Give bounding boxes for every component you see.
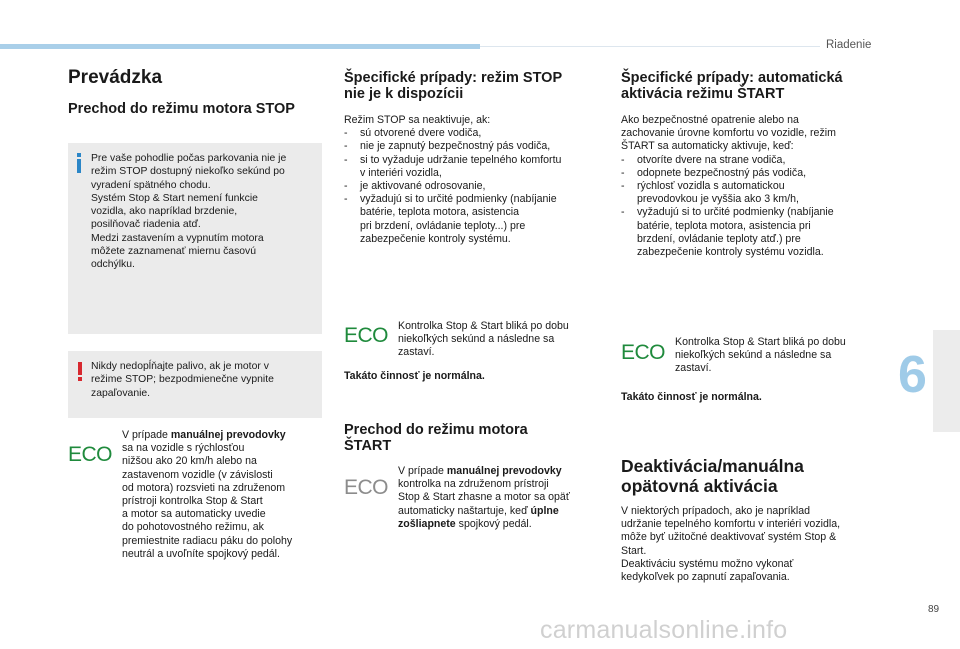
section-title-start [344,422,528,454]
text-line: Ako bezpečnostné opatrenie alebo na [621,114,799,126]
title-line: Deaktivácia/manuálna [621,456,804,476]
text-line: Kontrolka Stop & Start bliká po dobu [398,320,569,332]
info-line: vozidla, ako napríklad brzdenie, [91,206,238,218]
list-item: - rýchlosť vozidla s automatickou prevodovkou je vyššia ako 3 km/h, [621,180,891,206]
list-item: - vyžadujú si to určité podmienky (nabíjanie batérie, teplota motora, asistencia pri brzdení, ovládanie teploty...) pre zabezpečenie kontroly systému. [344,193,604,246]
watermark: carmanualsonline.info [540,616,788,644]
list-item: - odopnete bezpečnostný pás vodiča, [621,167,891,180]
text-line: Kontrolka Stop & Start bliká po dobu [675,336,846,348]
text-line: Stop & Start zhasne a motor sa opäť [398,491,570,504]
text-run: V prípade [122,429,171,441]
text-line: sa na vozidle s rýchlosťou [122,442,245,455]
text-line: a motor sa automaticky uvedie [122,508,266,521]
text-line: niekoľkých sekúnd a následne sa [398,333,555,346]
text-run: spojkový pedál. [455,517,532,530]
title-line: Prechod do režimu motora [344,422,528,438]
header-accent-bar [0,44,480,49]
warning-line: Nikdy nedopĺňajte palivo, ak je motor v [91,361,269,372]
text-line: zastavenom vozidle (v závislosti [122,468,273,481]
info-line: Pre vaše pohodlie počas parkovania nie je [91,153,287,164]
page-number: 89 [928,604,940,615]
text-line: môže byť užitočné deaktivovať systém Stop & [621,531,837,544]
list-item: - vyžadujú si to určité podmienky (nabíjanie batérie, teplota motora, asistencia pri brzdení, ovládanie teploty atď.) pre zabezpečenie kontroly systému vozidla. [621,206,891,259]
warning-box [68,351,322,418]
eco-indicator-icon: ECO [344,324,389,347]
section-title-auto-start [621,70,843,102]
header-divider [480,46,820,47]
list-item: - otvoríte dvere na strane vodiča, [621,154,891,167]
info-box [68,143,322,334]
auto-start-list [621,114,891,259]
text-run-bold: manuálnej prevodovky [170,429,286,441]
text-line: Start. [621,544,647,557]
title-line: ŠTART [344,438,392,454]
text-line: premiestnite radiacu páku do polohy [122,534,293,547]
chapter-number: 6 [898,346,927,404]
list-item: - si to vyžaduje udržanie tepelného komfortu v interiéri vozidla, [344,154,604,180]
info-line: odchýlku. [91,259,135,271]
stop-unavailable-list [344,114,604,246]
info-line: režim STOP dostupný niekoľko sekúnd po [91,166,285,178]
text-run: automaticky naštartuje, keď [398,504,531,517]
warning-icon [78,362,82,380]
page-title: Prevádzka [68,67,163,88]
warning-line: režime STOP; bezpodmienečne vypnite [91,374,274,386]
info-line: Medzi zastavením a vypnutím motora [91,232,264,244]
title-line: Špecifické prípady: režim STOP [344,70,563,86]
text-run: V prípade [398,465,447,477]
text-line: kedykoľvek po zapnutí zapaľovania. [621,571,790,584]
text-line: od motora) rozsvieti na združenom [122,481,286,494]
info-line: posilňovač riadenia atď. [91,219,201,231]
section-title-deactivation [621,456,804,496]
text-line: Deaktiváciu systému možno vykonať [621,557,794,570]
list-intro: Režim STOP sa neaktivuje, ak: [344,114,491,126]
title-line: aktivácia režimu ŠTART [621,86,785,102]
text-line: do pohotovostného režimu, ak [122,521,264,534]
text-line: zachovanie úrovne komfortu vo vozidle, režim [621,127,836,140]
eco-indicator-icon: ECO [621,341,666,364]
title-line: opätovná aktivácia [621,476,778,496]
normal-operation-note: Takáto činnosť je normálna. [621,391,762,403]
chapter-tab [933,330,960,432]
list-item: - nie je zapnutý bezpečnostný pás vodiča, [344,140,604,153]
eco-stop-text [122,429,327,561]
list-item: - je aktivované odrosovanie, [344,180,604,193]
text-line: V niektorých prípadoch, ako je napríklad [621,505,811,517]
title-line: nie je k dispozícii [344,86,464,102]
text-line: prístroji kontrolka Stop & Start [122,495,263,508]
title-line: Špecifické prípady: automatická [621,70,843,86]
eco-indicator-off-icon: ECO [344,476,389,499]
text-run-bold: úplne [530,504,559,517]
info-line: môžete zaznamenať miernu časovú [91,246,257,258]
text-line: niekoľkých sekúnd a následne sa [675,349,832,362]
text-line: ŠTART sa automaticky aktivuje, keď: [621,140,794,153]
text-line: zastaví. [398,346,435,359]
eco-blink-text [675,336,885,376]
normal-operation-note: Takáto činnosť je normálna. [344,370,485,382]
list-item: - sú otvorené dvere vodiča, [344,127,604,140]
deactivation-text [621,505,896,584]
text-line: nižšou ako 20 km/h alebo na [122,455,257,468]
eco-blink-text [398,320,608,360]
text-line: zastaví. [675,362,712,375]
info-line: vyradení spätného chodu. [91,179,211,191]
warning-line: zapaľovanie. [91,387,151,399]
section-title-stop: Prechod do režimu motora STOP [68,101,295,117]
section-label: Riadenie [826,39,872,51]
eco-start-text [398,465,608,531]
info-icon [77,153,81,173]
text-run-bold: zošliapnete [398,517,456,530]
text-line: neutrál a uvoľníte spojkový pedál. [122,547,280,560]
text-line: kontrolka na združenom prístroji [398,478,549,491]
eco-indicator-icon: ECO [68,443,113,466]
section-title-stop-unavailable [344,70,562,102]
text-line: udržanie tepelného komfortu v interiéri vozidla, [621,518,841,531]
text-run-bold: manuálnej prevodovky [446,465,562,477]
info-line: Systém Stop & Start nemení funkcie [91,192,258,204]
